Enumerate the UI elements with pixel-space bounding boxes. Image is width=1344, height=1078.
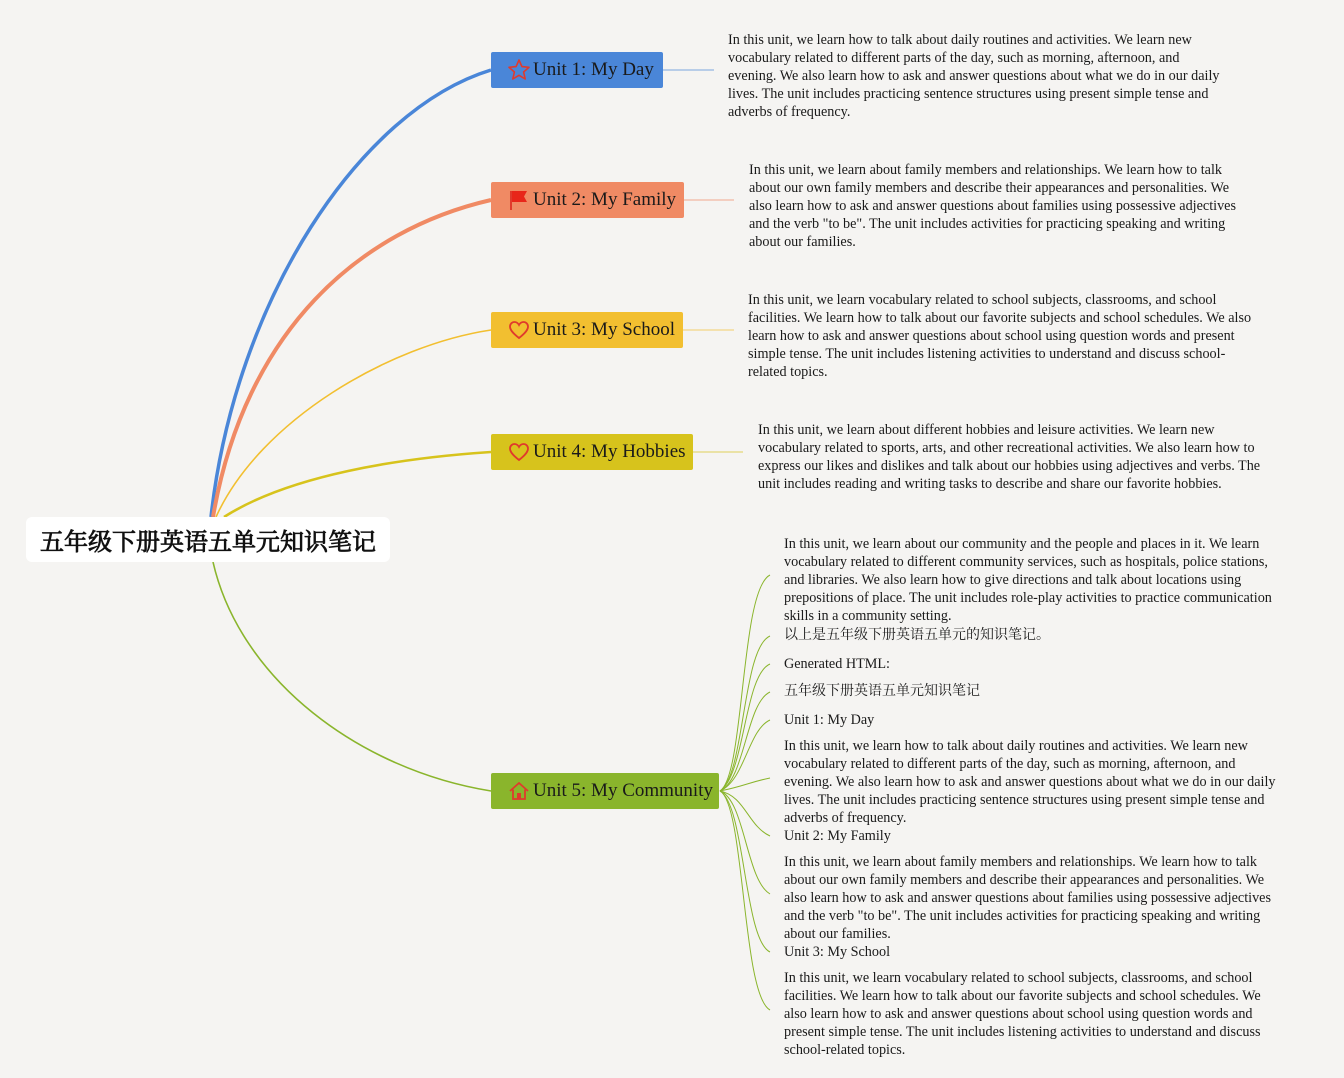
root-topic[interactable]: 五年级下册英语五单元知识笔记 (26, 517, 390, 562)
unit-5-label: Unit 5: My Community (533, 780, 713, 801)
unit-5-child-generated-html: Generated HTML: (784, 656, 890, 672)
heart-icon (507, 318, 531, 342)
link-root-unit3 (216, 330, 491, 517)
unit-5-child-unit2-description: In this unit, we learn about family members and relationships. We learn how to talk about our own family members and describe their appearances and personalities. We also learn how to ask and answer questions about families using possessive adjectives and the verb "to be". The unit includes activities for practicing speaking and writing about our families. (784, 854, 1272, 942)
link-unit5-child-3 (720, 664, 770, 791)
unit-2-label: Unit 2: My Family (533, 189, 677, 210)
unit-5-topic[interactable] (491, 773, 719, 809)
unit-5-child-notes-title: 五年级下册英语五单元知识笔记 (784, 683, 980, 699)
link-unit5-child-2 (720, 636, 770, 791)
unit-5-child-unit2-heading: Unit 2: My Family (784, 828, 891, 844)
star-icon (507, 58, 531, 82)
unit-5-child-unit3-description: In this unit, we learn vocabulary related to school subjects, classrooms, and school facilities. We learn how to talk about our favorite subjects and school schedules. We also learn how to ask and answer questions about school using question words and present simple tense. The unit includes listening activities to understand and discuss school-related topics. (784, 970, 1261, 1058)
unit-1-description: In this unit, we learn how to talk about daily routines and activities. We learn new vocabulary related to different parts of the day, such as morning, afternoon, and evening. We also learn how to ask and answer questions about what we do in our daily lives. The unit includes practicing sentence structures using present simple tense and adverbs of frequency. (728, 32, 1220, 120)
unit-3-label: Unit 3: My School (533, 319, 675, 340)
heart-icon (507, 440, 531, 464)
unit-5-child-unit3-heading: Unit 3: My School (784, 944, 891, 960)
unit-3-description: In this unit, we learn vocabulary related to school subjects, classrooms, and school facilities. We learn how to talk about our favorite subjects and school schedules. We also learn how to ask and answer questions about school using question words and present simple tense. The unit includes listening activities to understand and discuss school-related topics. (748, 292, 1252, 380)
unit-1-topic[interactable] (491, 52, 663, 88)
unit-4-label: Unit 4: My Hobbies (533, 441, 686, 462)
unit-5-child-community-description: In this unit, we learn about our community and the people and places in it. We learn vocabulary related to different community services, such as hospitals, police stations, and libraries. We also learn how to give directions and talk about locations using prepositions of place. The unit includes role-play activities to practice communication skills in a community setting. (784, 536, 1272, 624)
link-root-unit1 (211, 70, 491, 517)
unit-5-child-unit1-heading: Unit 1: My Day (784, 712, 875, 728)
link-unit5-child-10 (720, 791, 770, 1010)
link-unit5-child-7 (720, 791, 770, 836)
link-root-unit5 (213, 562, 491, 791)
link-root-unit4 (224, 452, 491, 517)
link-unit5-child-8 (720, 791, 770, 894)
unit-1-label: Unit 1: My Day (533, 59, 654, 80)
home-icon (507, 779, 531, 803)
flag-icon (507, 188, 531, 212)
unit-3-topic[interactable] (491, 312, 683, 348)
unit-2-topic[interactable] (491, 182, 684, 218)
link-unit5-child-9 (720, 791, 770, 952)
unit-5-child-summary-note: 以上是五年级下册英语五单元的知识笔记。 (784, 627, 1050, 643)
unit-5-child-unit1-description: In this unit, we learn how to talk about daily routines and activities. We learn new vocabulary related to different parts of the day, such as morning, afternoon, and evening. We also learn how to ask and answer questions about what we do in our daily lives. The unit includes practicing sentence structures using present simple tense and adverbs of frequency. (784, 738, 1276, 826)
unit-2-description: In this unit, we learn about family members and relationships. We learn how to talk about our own family members and describe their appearances and personalities. We also learn how to ask and answer questions about families using possessive adjectives and the verb "to be". The unit includes activities for practicing speaking and writing about our families. (749, 162, 1237, 250)
unit-4-description: In this unit, we learn about different hobbies and leisure activities. We learn new vocabulary related to sports, arts, and other recreational activities. We also learn how to express our likes and dislikes and talk about our hobbies using adjectives and verbs. The unit includes reading and writing tasks to describe and share our favorite hobbies. (758, 422, 1261, 492)
unit-4-topic[interactable] (491, 434, 693, 470)
